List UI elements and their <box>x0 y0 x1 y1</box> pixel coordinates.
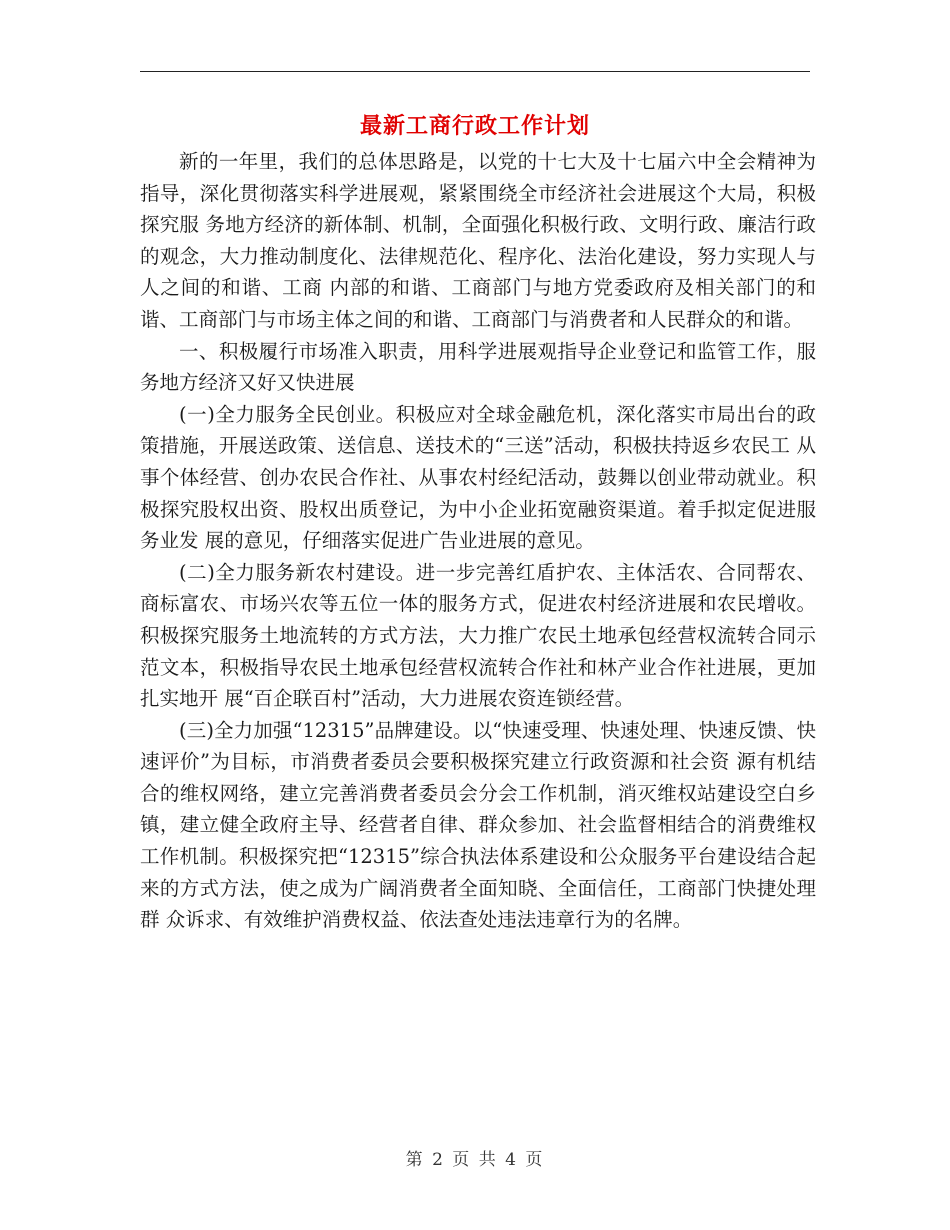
header-rule <box>140 71 810 72</box>
paragraph-item-2: (二)全力服务新农村建设。进一步完善红盾护农、主体活农、合同帮农、商标富农、市场兴农等五位一体的服务方式，促进农村经济进展和农民增收。 积极探究服务土地流转的方式方法，大力推广农民土地承包经营权流转合同示范文本，积极指导农民土地承包经营权流转合作社和林产业合作社进展，更加扎实地开 展“百企联百村”活动，大力进展农资连锁经营。 <box>140 560 816 711</box>
paragraph-item-3: (三)全力加强“12315”品牌建设。以“快速受理、快速处理、快速反馈、快速评价”为目标，市消费者委员会要积极探究建立行政资源和社会资 源有机结合的维权网络，建立完善消费者委员会分会工作机制，消灭维权站建设空白乡镇，建立健全政府主导、经营者自律、群众参加、社会监督相结合的消费维权 工作机制。积极探究把“12315”综合执法体系建设和公众服务平台建设结合起来的方式方法，使之成为广阔消费者全面知晓、全面信任，工商部门快捷处理群 众诉求、有效维护消费权益、依法查处违法违章行为的名牌。 <box>140 718 816 932</box>
document-body <box>140 146 816 936</box>
paragraph-item-1: (一)全力服务全民创业。积极应对全球金融危机，深化落实市局出台的政策措施，开展送政策、送信息、送技术的“三送”活动，积极扶持返乡农民工 从事个体经营、创办农民合作社、从事农村经纪活动，鼓舞以创业带动就业。积极探究股权出资、股权出质登记，为中小企业拓宽融资渠道。着手拟定促进服务业发 展的意见，仔细落实促进广告业进展的意见。 <box>140 402 816 553</box>
paragraph-overview: 新的一年里，我们的总体思路是，以党的十七大及十七届六中全会精神为指导，深化贯彻落实科学进展观，紧紧围绕全市经济社会进展这个大局，积极探究服 务地方经济的新体制、机制，全面强化积极行政、文明行政、廉洁行政的观念，大力推动制度化、法律规范化、程序化、法治化建设，努力实现人与人之间的和谐、工商 内部的和谐、工商部门与地方党委政府及相关部门的和谐、工商部门与市场主体之间的和谐、工商部门与消费者和人民群众的和谐。 <box>140 150 816 331</box>
document-title: 最新工商行政工作计划 <box>359 113 590 139</box>
paragraph-section-1-heading: 一、积极履行市场准入职责，用科学进展观指导企业登记和监管工作，服务地方经济又好又快进展 <box>140 339 816 395</box>
page-number-footer: 第 2 页 共 4 页 <box>405 1150 545 1170</box>
